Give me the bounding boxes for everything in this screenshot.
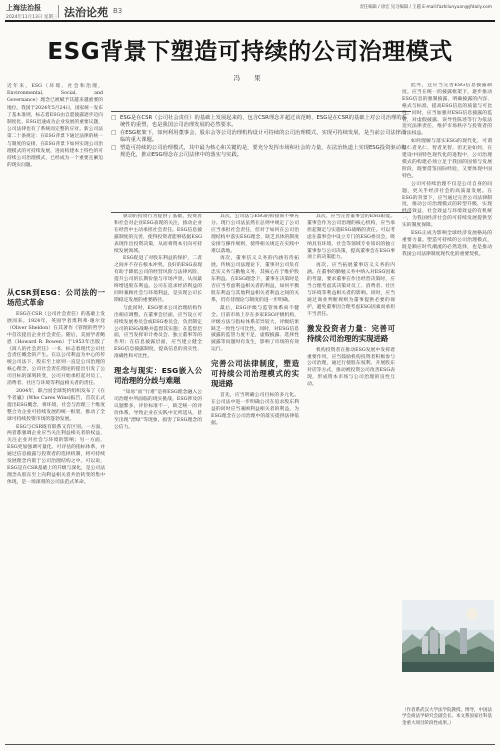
page-number: B3 — [113, 7, 123, 15]
body-paragraph: 最后，ESG评级与监管体系尚不健全。目前市场上存在多家ESG评级机构，评级方法与指标体系差异较大，评级结果缺乏一致性与可比性。同时，对ESG信息披露的监管力度不足，虚假披露、选择性披露等问题时有发生，影响了市场的有效运行。 — [211, 305, 299, 353]
body-paragraph: 公司可持续治理不仅是公司自身的问题，更关乎经济社会的高质量发展。在ESG的背景下，应当通过完善公司法律制度，推动公司治理模式的转型升级，实现经济效益、社会效益与环境效益的有机统一，为我国经济社会的可持续发展提供坚实的制度保障。 — [402, 181, 492, 229]
body-paragraph: ESG与CSR既有联系又有区别。一方面，两者都强调企业应当关注利益相关者的权益，关注企业对社会与环境的影响；另一方面，ESG更加强调可量化、可评估的指标体系，并通过信息披露与投资者的选择机制，将可持续发展理念内嵌于公司治理结构之中。可以说，ESG是在CSR基础上的升级与深化，是公司法理念从股东至上向利益相关者共治转变的集中体现，是一场深刻的公司法范式革命。 — [7, 424, 105, 485]
body-paragraph: 2004年，联合国全球契约组织发布了《在乎者赢》(Who Cares Wins)报告，首次正式提出ESG概念，将环境、社会与治理三个维度整合为企业可持续发展的统一框架，推动了全球可持续投资市场的蓬勃发展。 — [7, 388, 105, 422]
section-name: 法治论苑 — [64, 6, 108, 19]
summary-item — [111, 130, 411, 144]
text-column-2 — [114, 214, 202, 740]
issue-date: 2024年11月13日 星期三 — [6, 15, 58, 20]
summary-item — [111, 115, 411, 129]
illustration-image — [402, 600, 494, 672]
text-column-5 — [402, 83, 492, 595]
text-column-4 — [307, 214, 395, 740]
body-paragraph: 驱动的投资行为提供了基础，投资者和社会对企业ESG表现的关注，推动企业在经营中主动承担社会责任。ESG信息披露制度的完善，使得投资者能够依据ESG表现作出投资决策，从而将资本引向可持续发展领域。 — [114, 214, 202, 254]
text-column-1 — [7, 283, 105, 740]
section-heading: 从CSR到ESG：公司法的一场范式革命 — [7, 288, 105, 307]
article-abstract: 近年来，ESG（环境、社会和治理，Environmental, Social, and Governance）理念已被赋予其越来越重要的地位。我国于2024年5月24日，国家统一发布了基本准则，标志着ESG由自愿披露逐步迈向制度化。ESG迅速成为企业发展的重要议题，公司法律也有了系统而完整的应对。新公司法第二十条规定：在ESG背景下通过法律的统一与制度的安排，在ESG背景下如何实现公司治理模式的可持续发展，进而构建本土特色的可持续公司治理模式，已经成为一个重要且紧迫的现实问题。 — [7, 84, 103, 169]
body-paragraph: 机构投资者在推动ESG发展中发挥着重要作用。应当鼓励机构投资者积极参与公司治理，通过行使股东权利、开展股东对话等方式，推动被投资公司改善ESG表现，形成资本市场与公司治理的良性互动。 — [307, 347, 395, 388]
article-author: 冯 果 — [233, 74, 267, 82]
body-paragraph: 再次，董事信义义务的内涵有待拓展。传统公司法理论下，董事对公司负有忠实义务与勤勉义务，其核心在于维护股东利益。在ESG理念下，董事在决策时是否应当考虑利益相关者的利益，如何平衡股东利益与其他利益相关者利益之间的关系，仍有待理论与制度的进一步明确。 — [211, 256, 299, 303]
newspaper-name: 上海法治报 — [6, 4, 41, 12]
article-title: ESG背景下塑造可持续的公司治理模式 — [47, 39, 453, 65]
bottom-rule — [5, 744, 495, 745]
body-paragraph: “知易”而“行难”是将ESG理念融入公司治理中所面临的现实挑战。ESG涉及的议题繁多，评价标准不一，缺乏统一的评价体系，导致企业在实践中无所适从，甚至出现“漂绿”等现象，损害了ESG理念的公信力。 — [114, 390, 202, 430]
summary-box — [111, 111, 411, 213]
summary-text: 塑造可持续的公司治理模式，其中最为核心和关键的是，要充分发挥市场和社会的力量，在法治轨道上实现ESG投资驱动和规范化，推动ESG理念在公司法律中的落实与实践。 — [120, 144, 407, 159]
body-paragraph: 与此同时，ESG要求公司治理结构作出相应调整。在董事会层面，应当设立可持续发展委员会或ESG委员会，负责制定公司的ESG战略并监督其实施；在监督层面，应当发挥审计委员会、独立董事等的作用；在信息披露层面，应当建立健全ESG信息披露制度，提高信息的真实性、准确性和可比性。 — [114, 305, 202, 360]
body-paragraph: 其次，应当完善董事会的ESG职能。董事会作为公司治理的核心机构，应当承担起制定与实施ESG战略的责任。可以考虑在董事会中设立专门的ESG委员会，吸纳具有环境、社会等领域专业知识的独立董事参与公司决策，提高董事会在ESG事项上的决策能力。 — [307, 214, 395, 261]
body-paragraph: 此外，还应当完善ESG信息披露制度。应当在统一的披露框架下，逐步推动ESG信息的强制披露，明确披露的内容、格式与标准，提高ESG信息的质量与可比性。同时，应当加强对ESG信息披露的监管，对虚假披露、误导性陈述等行为依法追究法律责任，维护市场秩序与投资者的合法权益。 — [402, 83, 492, 137]
body-paragraph: ESG正成为影响全球经济发展格局的重要力量。塑造可持续的公司治理模式，既是顺应时代潮流的必然选择，也是推动我国公司法律制度现代化的重要契机。 — [402, 231, 492, 257]
header-rule — [5, 20, 495, 22]
section-heading: 完善公司法律制度，塑造可持续公司治理模式的实现进路 — [211, 359, 299, 389]
square-bullet-icon: □ — [111, 115, 117, 121]
square-bullet-icon: □ — [111, 144, 117, 151]
body-paragraph: 再次，应当拓展董事信义义务的内涵。在董事的勤勉义务中纳入对ESG因素的考量，要求董事在作出经营决策时，应当合理考虑其决策对员工、消费者、社区与环境等利益相关者的影响。同时，应当通过商业判断规则为董事提供必要的保护，避免董事因合理考虑ESG因素而承担不当责任。 — [307, 263, 395, 317]
author-note: （作者系武汉大学法学院教授、博导，中国法学会商法学研究会副会长。本文系国家社科基金重大项目阶段性成果。） — [402, 708, 492, 726]
page-header — [0, 0, 500, 25]
body-paragraph: 首先，应当明确公司目标的多元化。在公司法中进一步明确公司在追求股东利益的同时应当兼顾利益相关者的利益，为ESG理念在公司治理中的落实提供法律依据。 — [211, 393, 299, 426]
square-bullet-icon: □ — [111, 129, 117, 136]
masthead — [6, 3, 57, 20]
section-heading: 激发投资者力量：完善可持续公司治理的实现进路 — [307, 323, 395, 343]
summary-text: 在ESG框架下，如何利用董事会、股东会等公司治理机构设计可持续的公司治理模式，实现可持续发展，是当前公司法律面临的重大课题。 — [120, 129, 407, 144]
editor-info: 责任编辑 / 徐宏 见习编辑 / 王越 E-mail:fazhilunyuan@jfdaily.com — [359, 5, 492, 10]
header-divider — [58, 5, 59, 18]
summary-item — [111, 145, 411, 159]
summary-text: ESG是在CSR（公司社会责任）的基础上发展起来的，包含CSR理念并超过该范畴，ESG是在CSR的基础上对公司治理的系统性的重塑，也是我国公司治理发展的必然要求。 — [120, 115, 407, 129]
text-column-3 — [211, 214, 299, 740]
body-paragraph: 其次，公司法与ESG的衔接尚不够充分。现行公司法虽然在总则中规定了公司应当承担社会责任，但对于如何在公司治理结构中落实ESG理念，缺乏具体的制度安排与操作规则，使得相关规定在实践中难以落地。 — [211, 214, 299, 254]
body-paragraph: ESG在CSR（公司社会责任）的基础上发展而来。1924年，英国学者奥利弗·谢尔登（Oliver Sheldon）在其著作《管理的哲学》中首次提出企业社会责任。随后，美国学者鲍恩（Howard R. Bowen）于1953年出版了《商人的社会责任》一书，标志着现代公司社会责任概念的产生。在以公司利益为中心的传统公司法下，股东至上原则一直是公司治理的核心理念，公司社会责任理论的提出引发了公司目标的深刻转变，公司开始承担起对员工、消费者、社区与环境等利益相关者的责任。 — [7, 312, 105, 387]
body-paragraph: 如何理解与落实ESG的现代化，可谓是仁者见仁、智者见智。但无论如何，在建设中国特色现代化的进程中，公司治理模式的构建必须立足于我国的国情与发展阶段，既要借鉴国际经验，又要体现中国特色。 — [402, 139, 492, 179]
section-heading: 理念与现实：ESG嵌入公司治理的分歧与难题 — [114, 366, 202, 386]
body-paragraph: ESG促进了对股东利益的保护，二者之间并不存在根本冲突。良好的ESG表现有助于降低公司的经营风险与法律风险，提升公司的长期价值与市场声誉，从而最终增进股东利益。公司在追求经济利益的同时兼顾社会与环境利益，是实现公司长期稳定发展的重要路径。 — [114, 256, 202, 303]
